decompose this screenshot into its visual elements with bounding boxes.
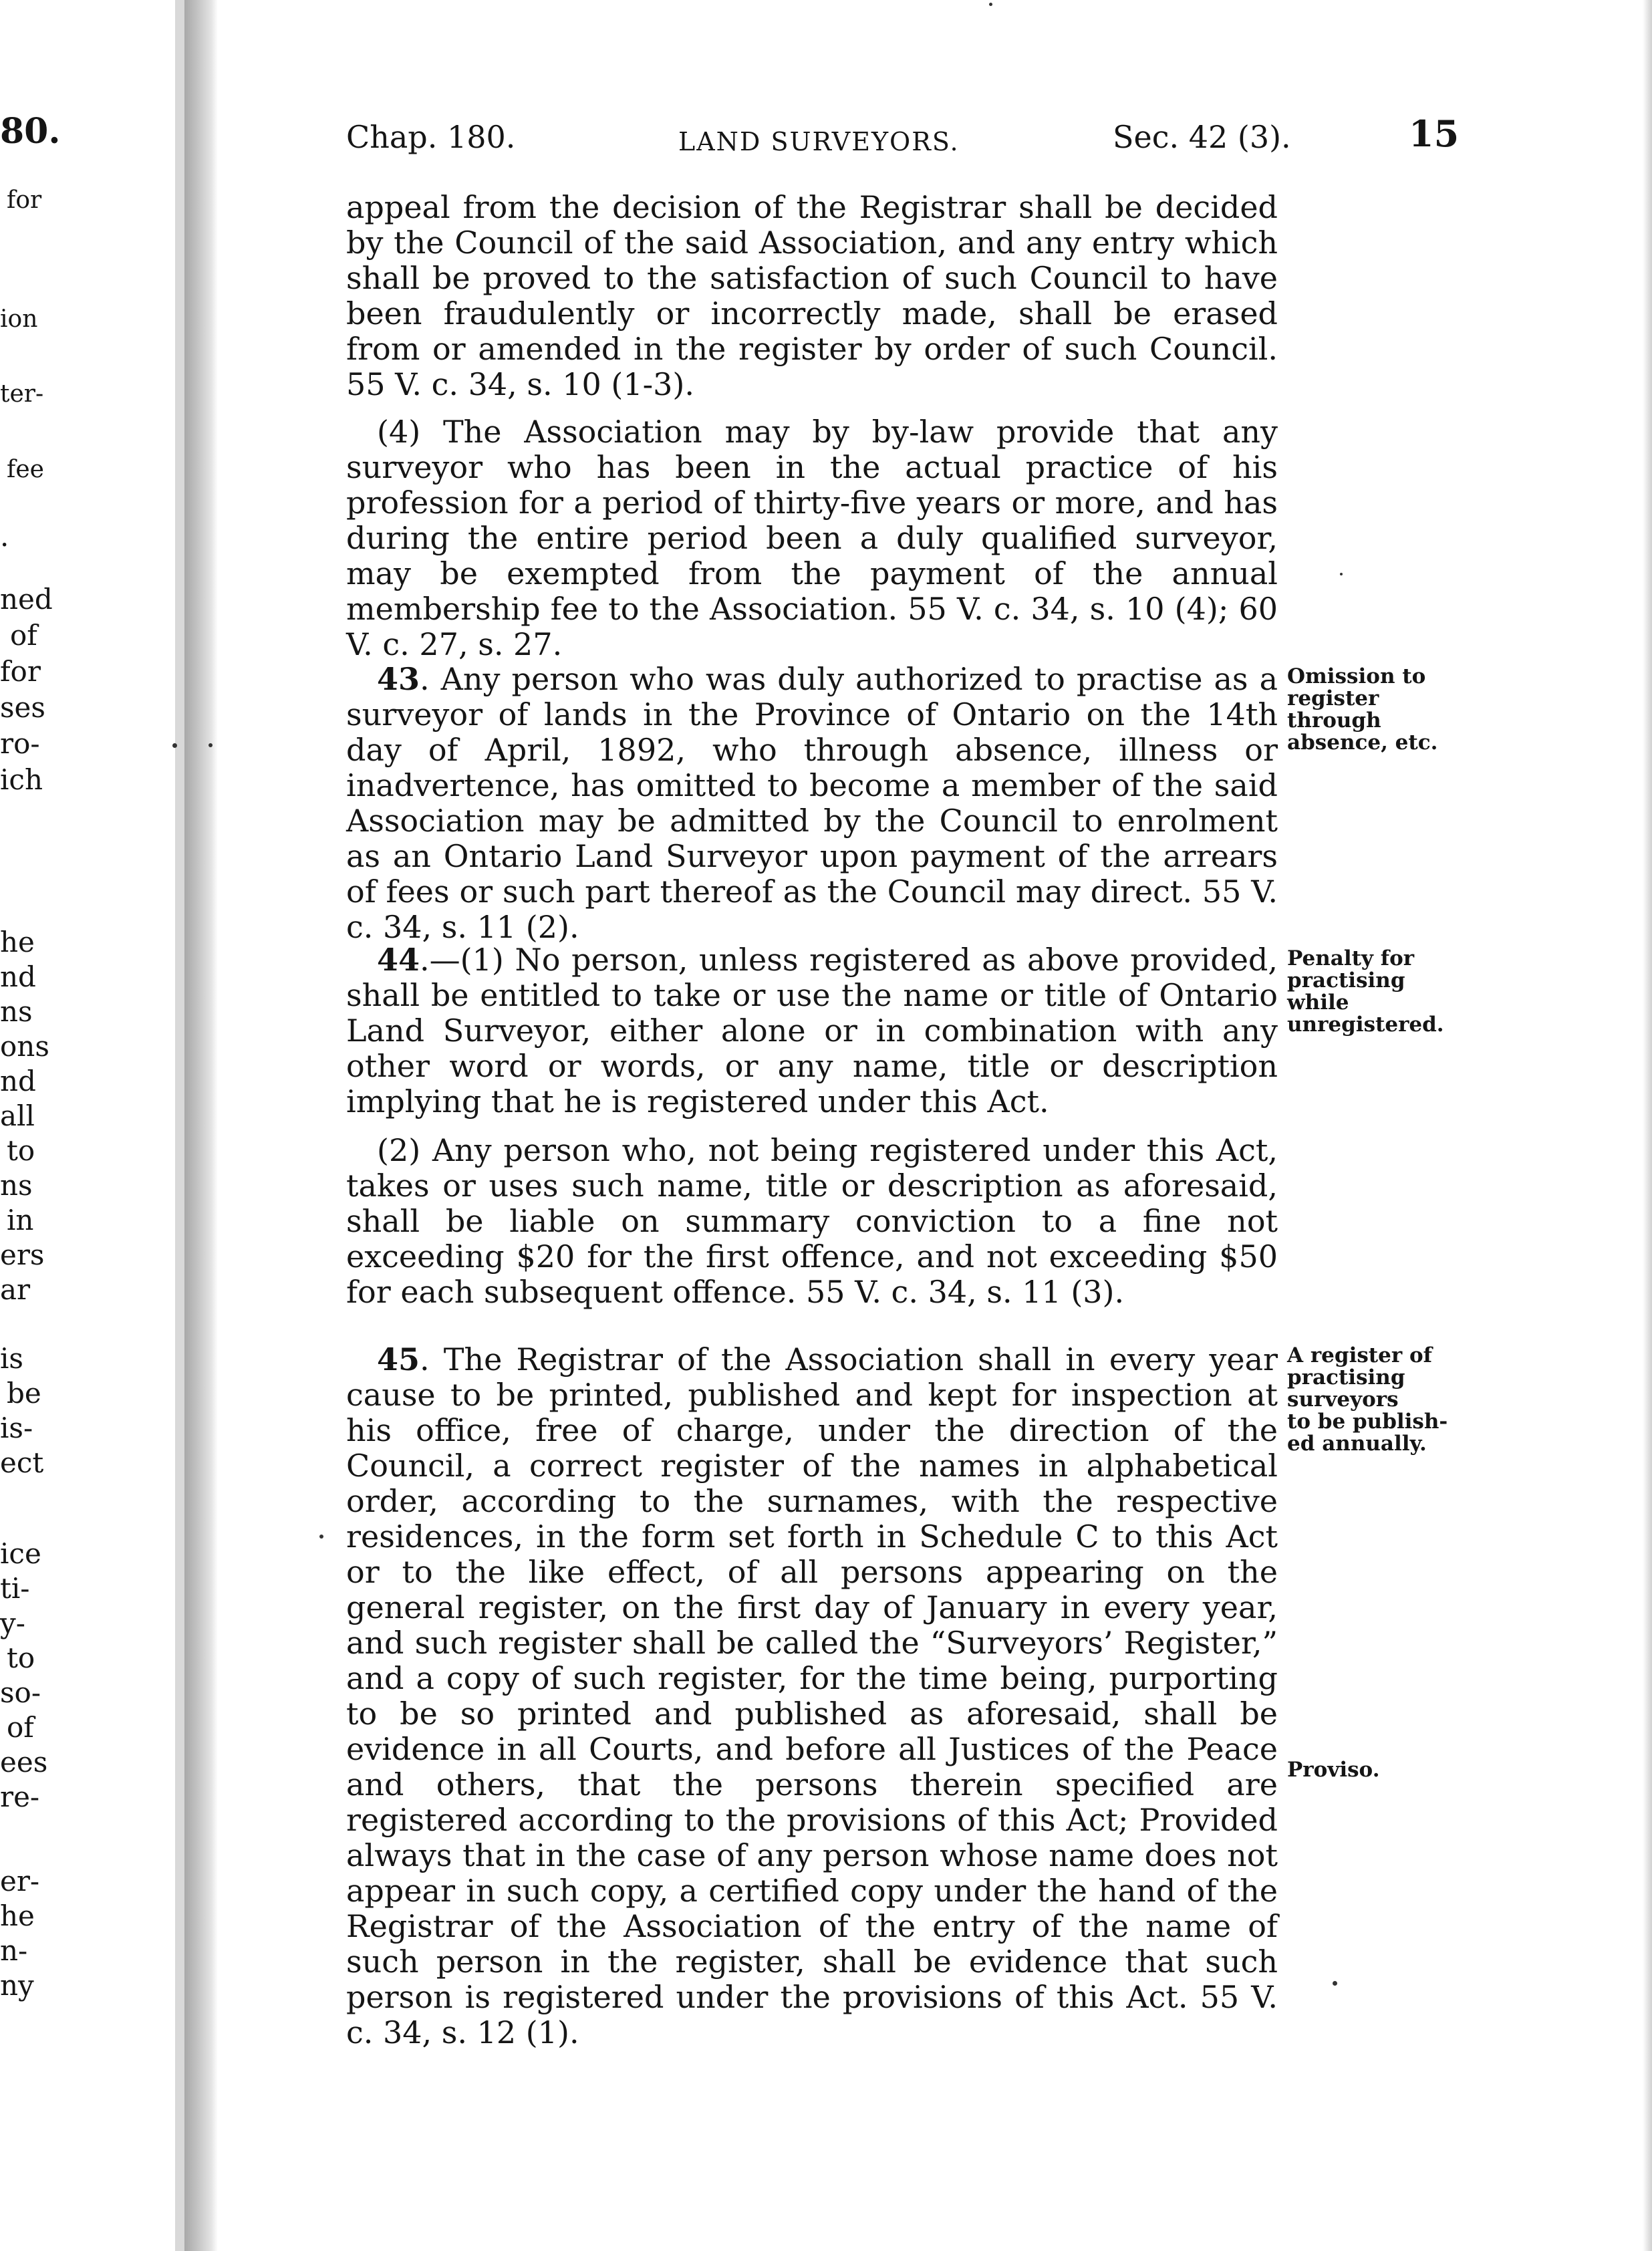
page-edge: [1643, 0, 1652, 2251]
left-fragment: ion: [0, 305, 38, 333]
left-fragment: ti-: [0, 1572, 30, 1605]
scan-speck: [209, 743, 213, 747]
left-fragment: to: [7, 1134, 35, 1167]
left-fragment: of: [10, 619, 37, 652]
left-fragment: nd: [0, 960, 36, 993]
left-fragment: 80.: [0, 111, 61, 152]
left-fragment: he: [0, 1899, 35, 1932]
left-fragment: re-: [0, 1780, 40, 1813]
scan-speck: [1333, 1981, 1337, 1986]
section-44: [346, 942, 1278, 1119]
section-number: 43: [377, 661, 420, 697]
left-fragment: ns: [0, 1169, 33, 1202]
left-fragment: all: [0, 1099, 35, 1132]
running-title: LAND SURVEYORS.: [678, 127, 960, 156]
left-fragment: ons: [0, 1030, 49, 1063]
left-fragment: ny: [0, 1969, 34, 2002]
left-fragment: for: [7, 186, 42, 214]
left-fragment: ter-: [0, 380, 44, 408]
chapter-label: Chap. 180.: [346, 119, 516, 155]
left-fragment: ses: [0, 691, 45, 724]
left-fragment: ro-: [0, 727, 40, 760]
section-number: 44: [377, 942, 420, 978]
section-43: [346, 662, 1278, 945]
paragraph-text: (2) Any person who, not being registered under this Act, takes or uses such name, title or description as aforesaid, shall be liable on summary conviction to a fine not exceeding $20 for the first offence, and not exceeding $50 for each subsequent offence. 55 V. c. 34, s. 11 (3).: [346, 1132, 1278, 1310]
left-fragment: is: [0, 1342, 23, 1375]
left-fragment: ich: [0, 763, 43, 796]
scan-speck: [172, 743, 177, 748]
left-fragment: fee: [7, 456, 44, 483]
left-fragment: nd: [0, 1065, 36, 1097]
subsection-4: [346, 414, 1278, 662]
left-fragment: is-: [0, 1412, 33, 1444]
section-44-subsection-2: [346, 1133, 1278, 1310]
marginal-note-register: A register of practising surveyors to be publish- ed annually.: [1287, 1343, 1448, 1456]
left-fragment: so-: [0, 1676, 41, 1709]
section-number: 45: [377, 1341, 420, 1377]
marginal-note-omission: Omission to register through absence, etc.: [1287, 664, 1438, 755]
left-fragment: for: [0, 655, 41, 688]
left-fragment: to: [7, 1641, 35, 1674]
left-fragment: er-: [0, 1865, 40, 1897]
gutter-shadow: [184, 0, 218, 2251]
left-fragment: ice: [0, 1537, 41, 1570]
paragraph-text: appeal from the decision of the Registrar shall be decided by the Council of the said Association, and any entry which shall be proved to the satisfaction of such Council to have been fraudulently or incorrectly made, shall be erased from or amended in the register by order of such Council. 55 V. c. 34, s. 10 (1-3).: [346, 189, 1278, 402]
left-fragment: ees: [0, 1746, 48, 1778]
binding-gutter: [175, 0, 184, 2251]
scan-speck: [319, 1535, 323, 1539]
marginal-note-proviso: Proviso.: [1287, 1758, 1380, 1782]
left-fragment: in: [7, 1204, 34, 1236]
paragraph-text: .—(1) No person, unless registered as above provided, shall be entitled to take or use the name or title of Ontario Land Surveyor, either alone or in combination with any other word or words, or any name, title or description implying that he is registered under this Act.: [346, 942, 1278, 1119]
left-fragment: of: [7, 1711, 34, 1744]
left-fragment: ect: [0, 1446, 44, 1479]
paragraph-text: (4) The Association may by by-law provide that any surveyor who has been in the actual practice of his profession for a period of thirty-five years or more, and has during the entire period been a duly qualified surveyor, may be exempted from the payment of the annual membership fee to the Association. 55 V. c. 34, s. 10 (4); 60 V. c. 27, s. 27.: [346, 414, 1278, 662]
scan-speck: [989, 3, 992, 6]
section-45: [346, 1342, 1278, 2050]
paragraph-text: . The Registrar of the Association shall in every year cause to be printed, published and kept for inspection at his office, free of charge, under the direction of the Council, a correct register of the names in alphabetical order, according to the surnames, with the respective residences, in the form set forth in Schedule C to this Act or to the like effect, of all persons appearing on the general register, on the first day of January in every year, and such register shall be called the “Surveyors’ Register,” and a copy of such register, for the time being, purporting to be so printed and published as aforesaid, shall be evidence in all Courts, and before all Justices of the Peace and others, that the persons therein specified are registered according to the provisions of this Act; Provided always that in the case of any person whose name does not appear in such copy, a certified copy under the hand of the Registrar of the Association of the entry of the name of such person in the register, shall be evidence that such person is registered under the provisions of this Act. 55 V. c. 34, s. 12 (1).: [346, 1341, 1278, 2050]
marginal-note-penalty: Penalty for practising while unregistered.: [1287, 946, 1444, 1037]
left-fragment: n-: [0, 1934, 28, 1967]
scan-speck: [1340, 573, 1343, 575]
left-fragment: ned: [0, 583, 53, 616]
left-fragment: y-: [0, 1607, 25, 1639]
left-fragment: .: [0, 520, 9, 553]
left-fragment: be: [7, 1377, 41, 1410]
left-fragment: he: [0, 926, 35, 958]
paragraph-continuation: [346, 190, 1278, 402]
page-number: 15: [1409, 112, 1460, 155]
paragraph-text: . Any person who was duly authorized to practise as a surveyor of lands in the Province of Ontario on the 14th day of April, 1892, who through absence, illness or inadvertence, has omitted to become a member of the said Association may be admitted by the Council to enrolment as an Ontario Land Surveyor upon payment of the arrears of fees or such part thereof as the Council may direct. 55 V. c. 34, s. 11 (2).: [346, 661, 1278, 945]
left-fragment: ers: [0, 1238, 45, 1271]
left-fragment: ar: [0, 1273, 31, 1306]
left-fragment: ns: [0, 995, 33, 1028]
section-reference: Sec. 42 (3).: [1113, 119, 1291, 155]
